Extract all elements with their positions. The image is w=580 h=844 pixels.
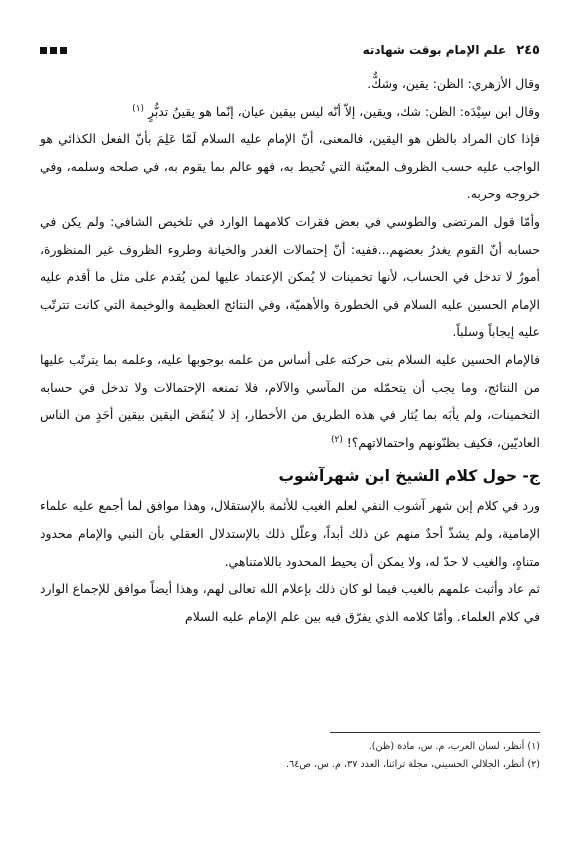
main-text (40, 70, 540, 630)
paragraph-text: فالإمام الحسين عليه السلام بنى حركته على أساس من علمه بوجوبها عليه، وعلمه بما يترتّب عليها من النتائج، وما يجب أن يتحمّله من المآسي والآلام، فلا تمنعه الإحتمالات ولا تدخل في حسابه التخمينات، ولم يأبَه بما يُثار في هذه الطريق من الأخطار، إذ لا يُنقَض اليقين بيقين أحَدٍ من الناس العاديّين، فكيف بظنّونهم واحتمالاتهم؟! (40, 351, 540, 450)
paragraph: وأمّا قول المرتضى والطوسي في بعض فقرات كلامهما الوارد في تلخيص الشافي: ولم يكن في حسابه أنّ القوم يغدرُ بعضهم...ففيه: أنّ إحتمالات الغدر والخيانة وطروء الظروف غير المنظورة، أمورٌ لا تدخل في الحساب، لأنها تخمينات لا يُمكن الإعتماد عليها لمن يُقدم على مثل ما أقدم عليه الإمام الحسين عليه السلام في الخطورة والأهميّة، وفي النتائج العظيمة والوخيمة التي كانت تترتّب عليه إيجاباً وسلباً. (40, 213, 540, 340)
paragraph: فإذا كان المراد بالظن هو اليقين، فالمعنى، أنّ الإمام عليه السلام لَمّا عَلِمَ بأنّ الفعل الكذائي هو الواجب عليه حسب الظروف المعيّنة التي تُحيط به، فهو عالم بما يقوم به، في صلحه وسلمه، وفي خروجه وحربه. (40, 131, 540, 202)
square-icon (40, 47, 47, 54)
footnotes (40, 738, 540, 774)
footnote-ref: (١) (132, 103, 145, 114)
square-icon (50, 47, 57, 54)
paragraph-text: وقال ابن سِيْدَه: الظن: شك، ويقين، إلاّ أنّه ليس بيقين عيان، إنّما هو يقينُ تدبُّرٍ (144, 103, 540, 119)
page-number: ٢٤٥ (516, 42, 540, 58)
header-title-group (363, 43, 540, 58)
footnote: (١) أنظر، لسان العرب، م. س، مادة (ظن). (368, 741, 540, 752)
paragraph (40, 346, 540, 456)
footnote-divider (330, 732, 540, 733)
paragraph (40, 98, 540, 126)
paragraph: وقال الأزهري: الظن: يقين، وشكٌّ. (367, 76, 540, 91)
page-header (40, 40, 540, 60)
header-ornament (40, 47, 67, 54)
paragraph: ثم عاد وأثبت علمهم بالغيب فيما لو كان ذلك بإعلام الله تعالى لهم، وهذا أيضاً موافق للإجماع الوارد في كلام العلماء. وأمّا كلامه الذي يفرّق فيه بين علم الإمام عليه السلام (40, 581, 540, 624)
square-icon (60, 47, 67, 54)
section-heading: ج- حول كلام الشيخ ابن شهرآشوب (278, 467, 540, 486)
paragraph: ورد في كلام إبن شهر آشوب النفي لعلم الغيب للأئمة بالإستقلال، وهذا موافق لما أجمع عليه علماء الإمامية، ولم يشذّ أحدٌ منهم عن ذلك أبداً، وعلّل ذلك بالإستدلال العقلي بأن النبي والإمام محدود متناهٍ، والغيب لا حدّ له، ولا يمكن أن يحيط المحدود باللامتناهي. (40, 498, 540, 569)
footnote: (٢) أنظر، الجلالي الحسيني، مجلة تراثنا، العدد ٣٧، م. س، ص٦٤. (286, 759, 540, 770)
running-title: علم الإمام بوقت شهادته (362, 43, 507, 57)
footnote-ref: (٢) (330, 434, 343, 445)
